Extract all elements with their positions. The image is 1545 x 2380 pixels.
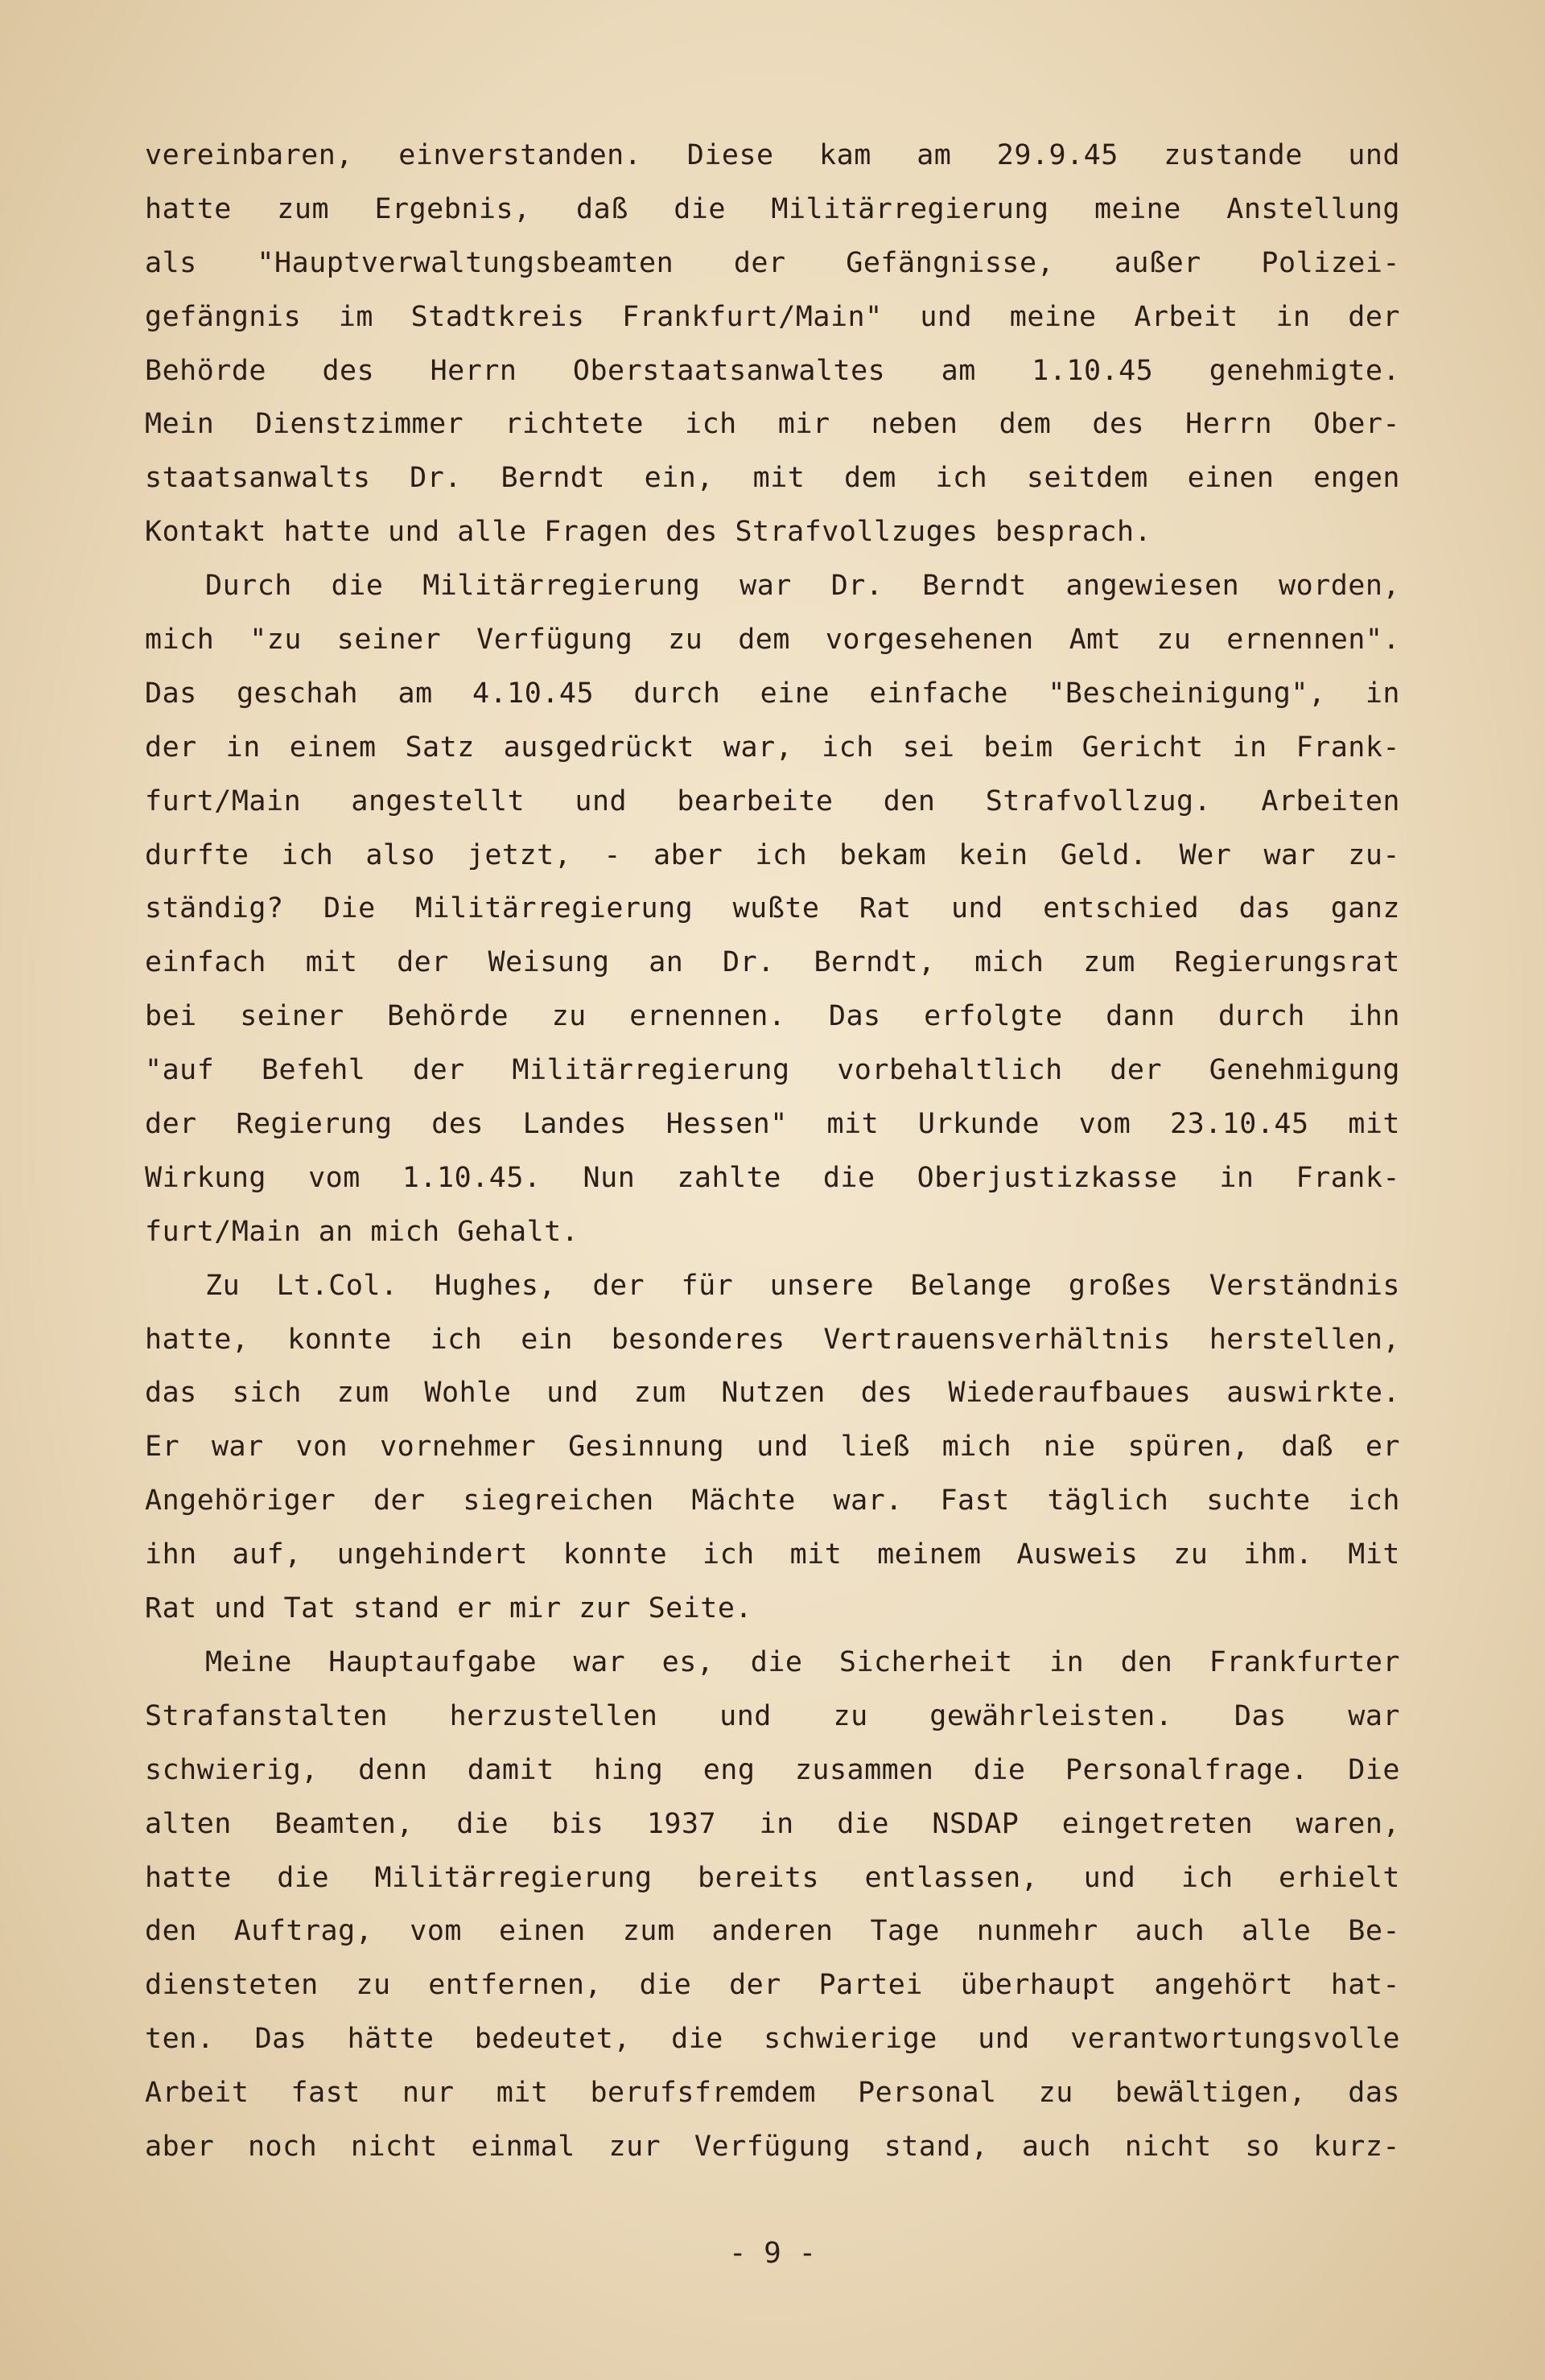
text-line: Durch die Militärregierung war Dr. Berndt angewiesen worden,	[205, 570, 1400, 603]
text-line: Rat und Tat stand er mir zur Seite.	[145, 1592, 753, 1625]
text-line: aber noch nicht einmal zur Verfügung stand, auch nicht so kurz-	[145, 2130, 1400, 2163]
text-line: Arbeit fast nur mit berufsfremdem Personal zu bewältigen, das	[145, 2077, 1400, 2110]
text-line: schwierig, denn damit hing eng zusammen die Personalfrage. Die	[145, 1753, 1400, 1786]
text-line: Mein Dienstzimmer richtete ich mir neben dem des Herrn Ober-	[145, 408, 1400, 441]
text-line: Strafanstalten herzustellen und zu gewährleisten. Das war	[145, 1699, 1400, 1732]
text-line: Er war von vornehmer Gesinnung und ließ mich nie spüren, daß er	[145, 1431, 1400, 1464]
text-line: hatte die Militärregierung bereits entlassen, und ich erhielt	[145, 1861, 1400, 1894]
text-line: mich "zu seiner Verfügung zu dem vorgesehenen Amt zu ernennen".	[145, 624, 1400, 657]
text-line: Angehöriger der siegreichen Mächte war. Fast täglich suchte ich	[145, 1484, 1400, 1517]
text-line: ihn auf, ungehindert konnte ich mit meinem Ausweis zu ihm. Mit	[145, 1538, 1400, 1571]
text-line: Kontakt hatte und alle Fragen des Strafvollzuges besprach.	[145, 516, 1152, 549]
text-line: der in einem Satz ausgedrückt war, ich sei beim Gericht in Frank-	[145, 731, 1400, 764]
text-line: der Regierung des Landes Hessen" mit Urkunde vom 23.10.45 mit	[145, 1108, 1400, 1141]
text-line: vereinbaren, einverstanden. Diese kam am 29.9.45 zustande und	[145, 139, 1400, 171]
text-line: als "Hauptverwaltungsbeamten der Gefängnisse, außer Polizei-	[145, 246, 1400, 279]
text-line: furt/Main angestellt und bearbeite den Strafvollzug. Arbeiten	[145, 784, 1400, 817]
text-line: Behörde des Herrn Oberstaatsanwaltes am 1.10.45 genehmigte.	[145, 354, 1400, 387]
text-line: ständig? Die Militärregierung wußte Rat und entschied das ganz	[145, 892, 1400, 925]
body-text	[145, 129, 1400, 2174]
text-line: hatte zum Ergebnis, daß die Militärregierung meine Anstellung	[145, 192, 1400, 225]
text-line: Meine Hauptaufgabe war es, die Sicherheit in den Frankfurter	[205, 1645, 1400, 1678]
text-line: Wirkung vom 1.10.45. Nun zahlte die Oberjustizkasse in Frank-	[145, 1161, 1400, 1194]
text-line: hatte, konnte ich ein besonderes Vertrauensverhältnis herstellen,	[145, 1323, 1400, 1356]
text-line: einfach mit der Weisung an Dr. Berndt, mich zum Regierungsrat	[145, 946, 1400, 979]
text-line: "auf Befehl der Militärregierung vorbehaltlich der Genehmigung	[145, 1054, 1400, 1087]
text-line: bei seiner Behörde zu ernennen. Das erfolgte dann durch ihn	[145, 1000, 1400, 1033]
text-line: gefängnis im Stadtkreis Frankfurt/Main" und meine Arbeit in der	[145, 300, 1400, 333]
text-line: durfte ich also jetzt, - aber ich bekam kein Geld. Wer war zu-	[145, 838, 1400, 871]
text-line: furt/Main an mich Gehalt.	[145, 1215, 579, 1248]
text-line: Das geschah am 4.10.45 durch eine einfache "Bescheinigung", in	[145, 677, 1400, 710]
text-line: alten Beamten, die bis 1937 in die NSDAP eingetreten waren,	[145, 1807, 1400, 1840]
page-number: - 9 -	[728, 2237, 817, 2270]
text-line: den Auftrag, vom einen zum anderen Tage nunmehr auch alle Be-	[145, 1915, 1400, 1948]
text-line: das sich zum Wohle und zum Nutzen des Wiederaufbaues auswirkte.	[145, 1377, 1400, 1410]
text-line: ten. Das hätte bedeutet, die schwierige und verantwortungsvolle	[145, 2023, 1400, 2056]
text-line: diensteten zu entfernen, die der Partei überhaupt angehört hat-	[145, 1969, 1400, 2002]
text-line: Zu Lt.Col. Hughes, der für unsere Belange großes Verständnis	[205, 1269, 1400, 1302]
text-line: staatsanwalts Dr. Berndt ein, mit dem ich seitdem einen engen	[145, 462, 1400, 495]
